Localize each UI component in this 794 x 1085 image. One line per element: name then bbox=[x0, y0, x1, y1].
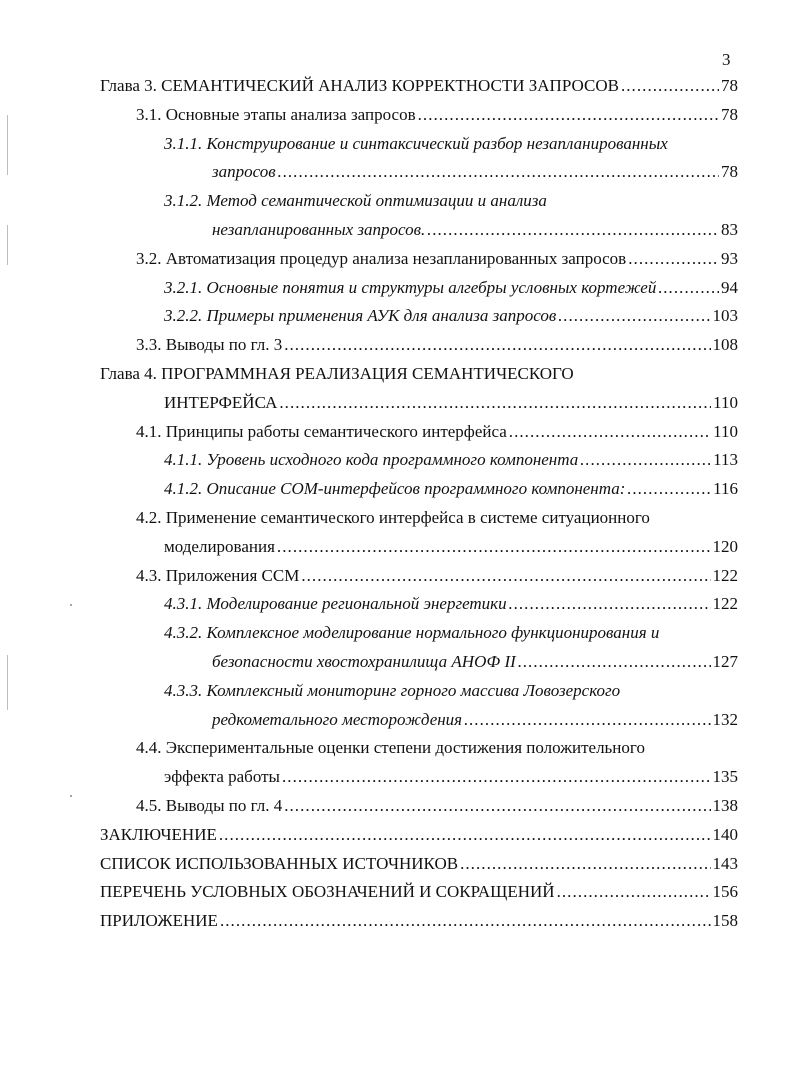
dot-leader bbox=[220, 907, 711, 936]
toc-entry-title: 3.1.2. Метод семантической оптимизации и анализа bbox=[164, 191, 547, 211]
toc-entry bbox=[0, 101, 794, 130]
toc-entry-title: 3.1. Основные этапы анализа запросов bbox=[136, 104, 416, 124]
toc-line bbox=[136, 562, 738, 591]
dot-leader bbox=[282, 763, 711, 792]
toc-entry-title: 4.1.2. Описание COM-интерфейсов программного компонента: bbox=[164, 479, 626, 499]
toc-line bbox=[212, 158, 738, 187]
toc-entry-title: эффекта работы bbox=[164, 767, 280, 787]
toc-entry bbox=[0, 302, 794, 331]
dot-leader bbox=[301, 562, 710, 591]
dot-leader bbox=[418, 101, 719, 130]
toc-entry-title: запросов bbox=[212, 162, 276, 182]
dot-leader bbox=[558, 302, 710, 331]
dot-leader bbox=[284, 331, 710, 360]
toc-page-number: 78 bbox=[721, 162, 738, 182]
toc-page-number: 127 bbox=[712, 651, 738, 671]
toc-line bbox=[164, 187, 738, 216]
toc-entry-title: 4.1.1. Уровень исходного кода программного компонента bbox=[164, 450, 579, 470]
toc-page-number: 132 bbox=[712, 709, 738, 729]
toc-line bbox=[100, 850, 738, 879]
toc-entry-title: 3.3. Выводы по гл. 3 bbox=[136, 335, 283, 355]
toc-entry-title: безопасности хвостохранилища АНОФ II bbox=[212, 651, 516, 671]
toc-page-number: 103 bbox=[712, 306, 738, 326]
toc-entry-title: 3.2.2. Примеры применения АУК для анализа запросов bbox=[164, 306, 557, 326]
toc-page-number: 135 bbox=[712, 767, 738, 787]
toc-entry bbox=[0, 418, 794, 447]
toc-entry bbox=[0, 590, 794, 619]
toc-page-number: 122 bbox=[712, 565, 738, 585]
toc-entry-title: 4.5. Выводы по гл. 4 bbox=[136, 795, 283, 815]
toc-entry-title: 4.3.1. Моделирование региональной энергетики bbox=[164, 594, 507, 614]
toc-page-number: 140 bbox=[712, 824, 738, 844]
toc-line bbox=[212, 216, 738, 245]
toc-page-number: 116 bbox=[713, 479, 738, 499]
page-number: 3 bbox=[722, 50, 731, 69]
dot-leader bbox=[627, 475, 711, 504]
dot-leader bbox=[621, 72, 719, 101]
toc-line bbox=[136, 504, 738, 533]
toc-page-number: 110 bbox=[713, 392, 738, 412]
toc-line bbox=[164, 274, 738, 303]
dot-leader bbox=[277, 533, 711, 562]
toc-entry-title: ЗАКЛЮЧЕНИЕ bbox=[100, 824, 217, 844]
toc-line bbox=[136, 245, 738, 274]
toc-entry-title: ИНТЕРФЕЙСА bbox=[164, 392, 278, 412]
toc-entry bbox=[0, 130, 794, 188]
toc-line bbox=[100, 360, 738, 389]
dot-leader bbox=[279, 389, 711, 418]
toc-page-number: 158 bbox=[712, 911, 738, 931]
toc-entry bbox=[0, 907, 794, 936]
toc-entry-title: 3.1.1. Конструирование и синтаксический разбор незапланированных bbox=[164, 133, 668, 153]
toc-entry bbox=[0, 562, 794, 591]
toc-line bbox=[136, 418, 738, 447]
toc-entry-title: 4.3.3. Комплексный мониторинг горного массива Ловозерского bbox=[164, 680, 621, 700]
toc-page-number: 120 bbox=[712, 536, 738, 556]
dot-leader bbox=[427, 216, 719, 245]
toc-entry bbox=[0, 677, 794, 735]
toc-page-number: 122 bbox=[712, 594, 738, 614]
dot-leader bbox=[509, 590, 711, 619]
dot-leader bbox=[518, 648, 711, 677]
toc-line bbox=[100, 72, 738, 101]
toc-line bbox=[136, 792, 738, 821]
dot-leader bbox=[509, 418, 711, 447]
toc-page-number: 108 bbox=[712, 335, 738, 355]
toc-entry bbox=[0, 331, 794, 360]
toc-entry bbox=[0, 792, 794, 821]
toc-entry bbox=[0, 360, 794, 418]
toc-line bbox=[100, 907, 738, 936]
dot-leader bbox=[460, 850, 710, 879]
toc-entry bbox=[0, 475, 794, 504]
toc-entry-title: 4.2. Применение семантического интерфейса в системе ситуационного bbox=[136, 507, 650, 527]
dot-leader bbox=[278, 158, 719, 187]
toc-line bbox=[164, 475, 738, 504]
toc-page-number: 110 bbox=[713, 421, 738, 441]
toc-entry-title: 3.2. Автоматизация процедур анализа незапланированных запросов bbox=[136, 248, 627, 268]
toc-entry bbox=[0, 245, 794, 274]
toc-entry bbox=[0, 850, 794, 879]
toc-line bbox=[164, 619, 738, 648]
toc-entry-title: Глава 3. СЕМАНТИЧЕСКИЙ АНАЛИЗ КОРРЕКТНОСТИ ЗАПРОСОВ bbox=[100, 76, 619, 95]
toc-entry-title: редкометального месторождения bbox=[212, 709, 463, 729]
toc-page-number: 93 bbox=[721, 248, 738, 268]
toc-page-number: 78 bbox=[721, 104, 738, 124]
toc-entry bbox=[0, 734, 794, 792]
toc-entry-title: ПРИЛОЖЕНИЕ bbox=[100, 911, 218, 931]
toc-line bbox=[164, 389, 738, 418]
toc-line bbox=[164, 677, 738, 706]
toc-entry bbox=[0, 504, 794, 562]
toc-entry-title: моделирования bbox=[164, 536, 275, 556]
toc-entry-title: незапланированных запросов. bbox=[212, 219, 426, 239]
toc-entry-title: 4.1. Принципы работы семантического интерфейса bbox=[136, 421, 507, 441]
toc-page-number: 156 bbox=[712, 882, 738, 902]
dot-leader bbox=[464, 706, 710, 735]
toc-line bbox=[164, 130, 738, 159]
toc-entry-title: 3.2.1. Основные понятия и структуры алгебры условных кортежей bbox=[164, 277, 657, 297]
toc-line bbox=[212, 706, 738, 735]
toc-line bbox=[136, 101, 738, 130]
toc-page-number: 94 bbox=[721, 277, 738, 297]
toc-entry bbox=[0, 446, 794, 475]
toc-entry bbox=[0, 72, 794, 101]
toc-page-number: 113 bbox=[713, 450, 738, 470]
toc-entry bbox=[0, 274, 794, 303]
toc-line bbox=[136, 331, 738, 360]
dot-leader bbox=[284, 792, 710, 821]
dot-leader bbox=[557, 878, 711, 907]
toc-line bbox=[164, 302, 738, 331]
toc-page-number: 83 bbox=[721, 219, 738, 239]
toc-entry bbox=[0, 619, 794, 677]
toc-entry-title: ПЕРЕЧЕНЬ УСЛОВНЫХ ОБОЗНАЧЕНИЙ И СОКРАЩЕНИЙ bbox=[100, 882, 555, 902]
table-of-contents bbox=[0, 72, 794, 936]
toc-entry-title: Глава 4. ПРОГРАММНАЯ РЕАЛИЗАЦИЯ СЕМАНТИЧЕСКОГО bbox=[100, 363, 574, 383]
toc-page-number: 143 bbox=[712, 853, 738, 873]
dot-leader bbox=[658, 274, 719, 303]
toc-entry bbox=[0, 821, 794, 850]
toc-entry-title: СПИСОК ИСПОЛЬЗОВАННЫХ ИСТОЧНИКОВ bbox=[100, 853, 459, 873]
toc-line bbox=[212, 648, 738, 677]
toc-entry bbox=[0, 187, 794, 245]
toc-entry bbox=[0, 878, 794, 907]
toc-entry-title: 4.3. Приложения ССМ bbox=[136, 565, 300, 585]
toc-line bbox=[164, 446, 738, 475]
toc-line bbox=[136, 734, 738, 763]
dot-leader bbox=[628, 245, 719, 274]
toc-line bbox=[164, 533, 738, 562]
dot-leader bbox=[580, 446, 711, 475]
toc-line bbox=[100, 821, 738, 850]
toc-entry-title: 4.3.2. Комплексное моделирование нормального функционирования и bbox=[164, 623, 660, 643]
toc-entry-title: 4.4. Экспериментальные оценки степени достижения положительного bbox=[136, 738, 645, 758]
toc-line bbox=[164, 763, 738, 792]
toc-line bbox=[100, 878, 738, 907]
toc-line bbox=[164, 590, 738, 619]
dot-leader bbox=[219, 821, 711, 850]
toc-page-number: 78 bbox=[721, 76, 738, 95]
toc-page-number: 138 bbox=[712, 795, 738, 815]
